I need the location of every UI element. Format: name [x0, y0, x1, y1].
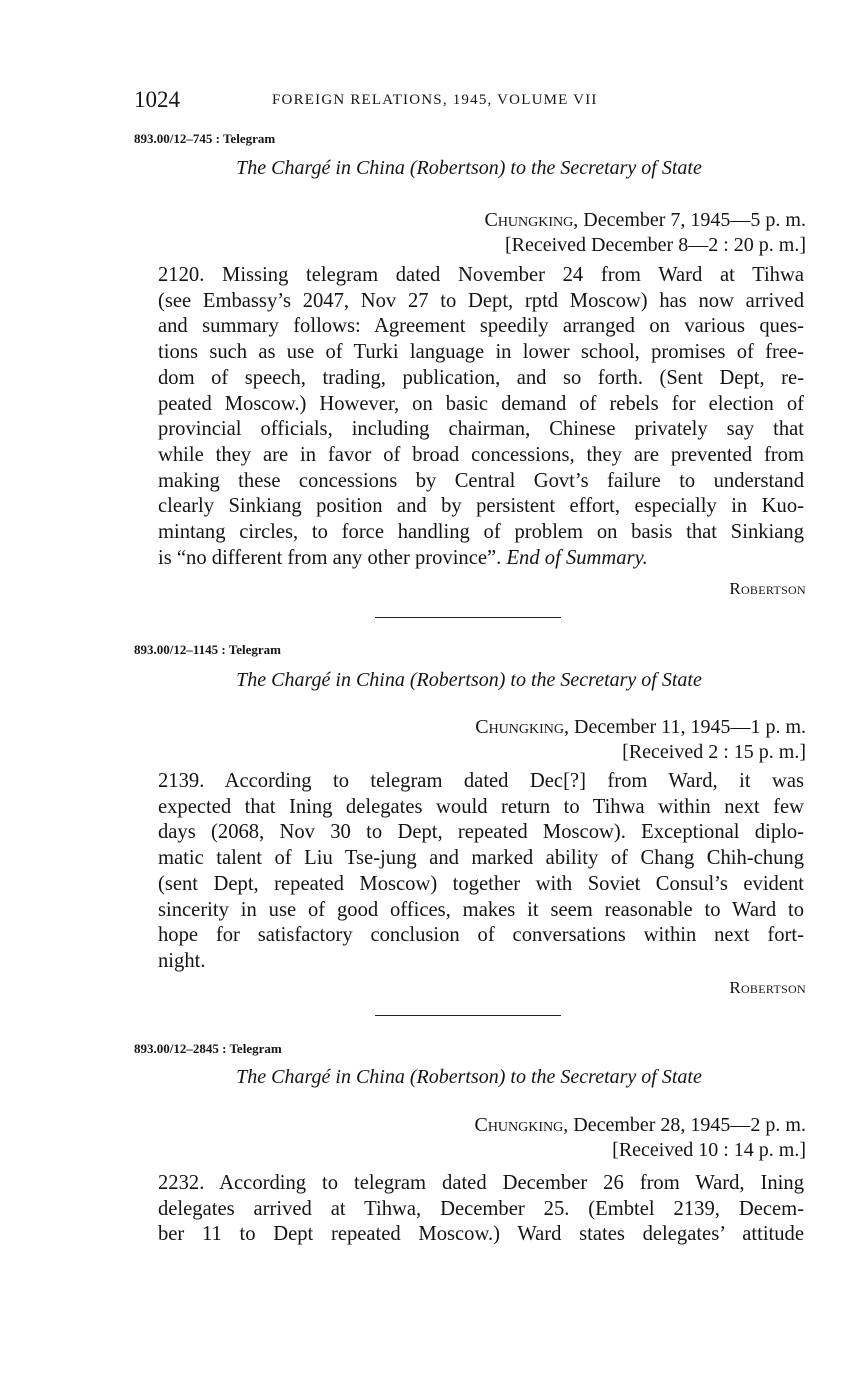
text-line: days (2068, Nov 30 to Dept, repeated Moscow). Exceptional diplo- [158, 821, 804, 844]
text-line: mintang circles, to force handling of problem on basis that Sinkiang [158, 521, 804, 544]
received-note: [Received 10 : 14 p. m.] [612, 1139, 806, 1161]
dateline-place: Chungking [475, 716, 565, 738]
text-line: making these concessions by Central Govt’s failure to understand [158, 469, 804, 492]
dateline [474, 1113, 806, 1163]
text-line: and summary follows: Agreement speedily arranged on various ques- [158, 315, 804, 338]
text-line: night. [158, 949, 206, 972]
telegram-paragraph [134, 1171, 804, 1248]
telegram-paragraph [134, 263, 804, 571]
dateline-date: , December 28, 1945—2 p. m. [563, 1114, 806, 1136]
text-line: while they are in favor of broad concessions, they are prevented from [158, 443, 804, 466]
page-number: 1024 [134, 87, 180, 112]
text-line [134, 546, 804, 572]
dateline-place-date [484, 208, 806, 233]
telegram-paragraph [134, 769, 804, 975]
file-reference: 893.00/12–1145 : Telegram [134, 642, 281, 657]
text-line: provincial officials, including chairman, Chinese privately say that [158, 418, 804, 441]
text-line: expected that Ining delegates would return to Tihwa within next few [158, 795, 804, 818]
received-note: [Received 2 : 15 p. m.] [622, 741, 806, 763]
text-line: 2232. According to telegram dated December 26 from Ward, Ining [158, 1172, 804, 1194]
file-reference: 893.00/12–745 : Telegram [134, 131, 276, 146]
dateline-place-date [475, 715, 806, 740]
text-line: hope for satisfactory conclusion of conversations within next fort- [158, 924, 804, 947]
dateline-place: Chungking [484, 209, 574, 231]
dateline-date: , December 7, 1945—5 p. m. [573, 209, 806, 231]
dateline [475, 715, 806, 765]
text-line: matic talent of Liu Tse-jung and marked ability of Chang Chih-chung [158, 847, 804, 870]
dateline-place: Chungking [474, 1114, 564, 1136]
signature: Robertson [729, 579, 806, 598]
telegram-title: The Chargé in China (Robertson) to the Secretary of State [236, 1066, 702, 1088]
page-header [134, 87, 804, 117]
signature: Robertson [729, 978, 806, 997]
text-line: 2120. Missing telegram dated November 24 from Ward at Tihwa [158, 264, 804, 286]
dateline-place-date [474, 1113, 806, 1138]
text-line: dom of speech, trading, publication, and so forth. (Sent Dept, re- [158, 366, 804, 389]
section-divider [375, 617, 561, 618]
telegram-title: The Chargé in China (Robertson) to the Secretary of State [236, 157, 702, 179]
running-title: FOREIGN RELATIONS, 1945, VOLUME VII [272, 92, 598, 108]
dateline-date: , December 11, 1945—1 p. m. [564, 716, 806, 738]
text-line-content: is “no different from any other province”. [158, 546, 502, 569]
text-line: 2139. According to telegram dated Dec[?] from Ward, it was [158, 770, 804, 792]
text-line: clearly Sinkiang position and by persistent effort, especially in Kuo- [158, 495, 804, 518]
end-of-summary: End of Summary. [506, 546, 648, 569]
telegram-body [134, 769, 804, 975]
text-line: sincerity in use of good offices, makes it seem reasonable to Ward to [158, 898, 804, 921]
text-line: delegates arrived at Tihwa, December 25. (Embtel 2139, Decem- [158, 1197, 804, 1220]
file-reference: 893.00/12–2845 : Telegram [134, 1041, 282, 1056]
text-line: (sent Dept, repeated Moscow) together with Soviet Consul’s evident [158, 872, 804, 895]
telegram-body [134, 1171, 804, 1248]
telegram-body [134, 263, 804, 571]
text-line: tions such as use of Turki language in lower school, promises of free- [158, 341, 804, 364]
telegram-title: The Chargé in China (Robertson) to the Secretary of State [236, 669, 702, 691]
text-line: ber 11 to Dept repeated Moscow.) Ward states delegates’ attitude [158, 1223, 804, 1246]
received-note: [Received December 8—2 : 20 p. m.] [504, 234, 806, 256]
text-line: (see Embassy’s 2047, Nov 27 to Dept, rptd Moscow) has now arrived [158, 289, 804, 312]
section-divider [375, 1015, 561, 1016]
dateline [484, 208, 806, 258]
text-line: peated Moscow.) However, on basic demand of rebels for election of [158, 392, 804, 415]
